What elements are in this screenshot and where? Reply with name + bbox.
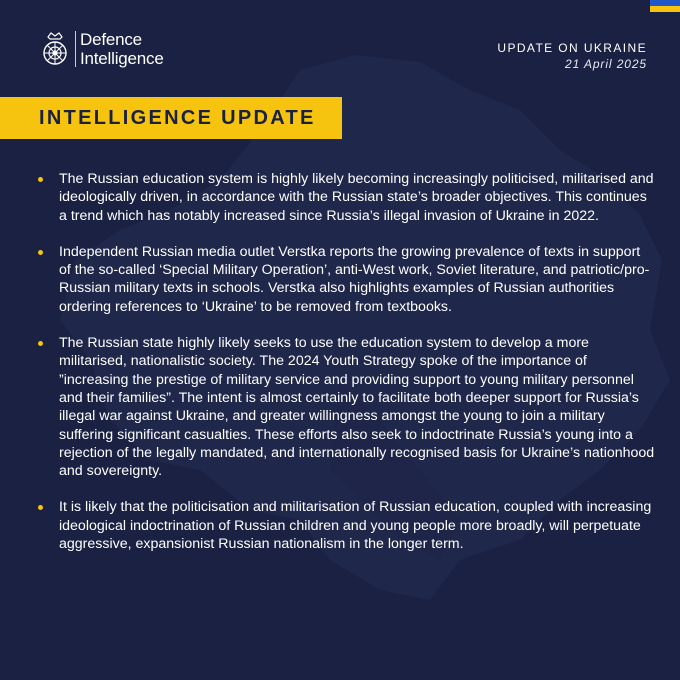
logo-line-2: Intelligence bbox=[80, 49, 164, 68]
bullet-dot-icon bbox=[38, 341, 43, 346]
bullet-list bbox=[35, 170, 655, 571]
bullet-item bbox=[35, 498, 655, 553]
ukraine-flag-icon bbox=[650, 0, 680, 12]
bullet-text: The Russian state highly likely seeks to use the education system to develop a more militarised, nationalistic society. The 2024 Youth Strategy spoke of the importance of ”increasing the prestige of military service and providing support to young military personnel and their families”. The intent is almost certainly to facilitate both deeper support for Russia’s illegal war against Ukraine, and greater willingness amongst the young to join a military suffering significant casualties. These efforts also seek to indoctrinate Russia’s young into a rejection of the legally mandated, and internationally recognised basis for Ukraine’s nationhood and sovereignty. bbox=[59, 335, 655, 480]
bullet-text: It is likely that the politicisation and militarisation of Russian education, coupled with increasing ideological indoctrination of Russian children and young people more broadly, will perpetuate aggressive, expansionist Russian nationalism in the longer term. bbox=[59, 499, 652, 553]
bullet-dot-icon bbox=[38, 250, 43, 255]
bullet-dot-icon bbox=[38, 177, 43, 182]
update-title: UPDATE ON UKRAINE bbox=[497, 41, 647, 55]
bullet-item bbox=[35, 243, 655, 316]
bullet-text: The Russian education system is highly likely becoming increasingly politicised, militarised and ideologically driven, in accordance with the Russian state’s broader objectives. This continues a trend which has notably increased since Russia’s illegal invasion of Ukraine in 2022. bbox=[59, 171, 654, 224]
logo-divider bbox=[75, 31, 76, 67]
update-date: 21 April 2025 bbox=[565, 57, 647, 71]
bullet-dot-icon bbox=[38, 505, 43, 510]
bullet-item bbox=[35, 334, 655, 480]
defence-intelligence-logo bbox=[37, 28, 164, 70]
banner-title: INTELLIGENCE UPDATE bbox=[39, 106, 316, 129]
bullet-item bbox=[35, 170, 655, 225]
defence-intelligence-crest-icon bbox=[37, 28, 73, 70]
logo-line-1: Defence bbox=[80, 30, 142, 49]
bullet-text: Independent Russian media outlet Verstka reports the growing prevalence of texts in support of the so-called ‘Special Military Operation’, anti-West work, Soviet literature, and patriotic/pro-Russian military texts in schools. Verstka also highlights examples of Russian authorities ordering references to ‘Ukraine’ to be removed from textbooks. bbox=[59, 243, 650, 315]
logo-text bbox=[80, 30, 164, 68]
update-header bbox=[497, 41, 647, 71]
intelligence-update-banner bbox=[0, 97, 342, 139]
